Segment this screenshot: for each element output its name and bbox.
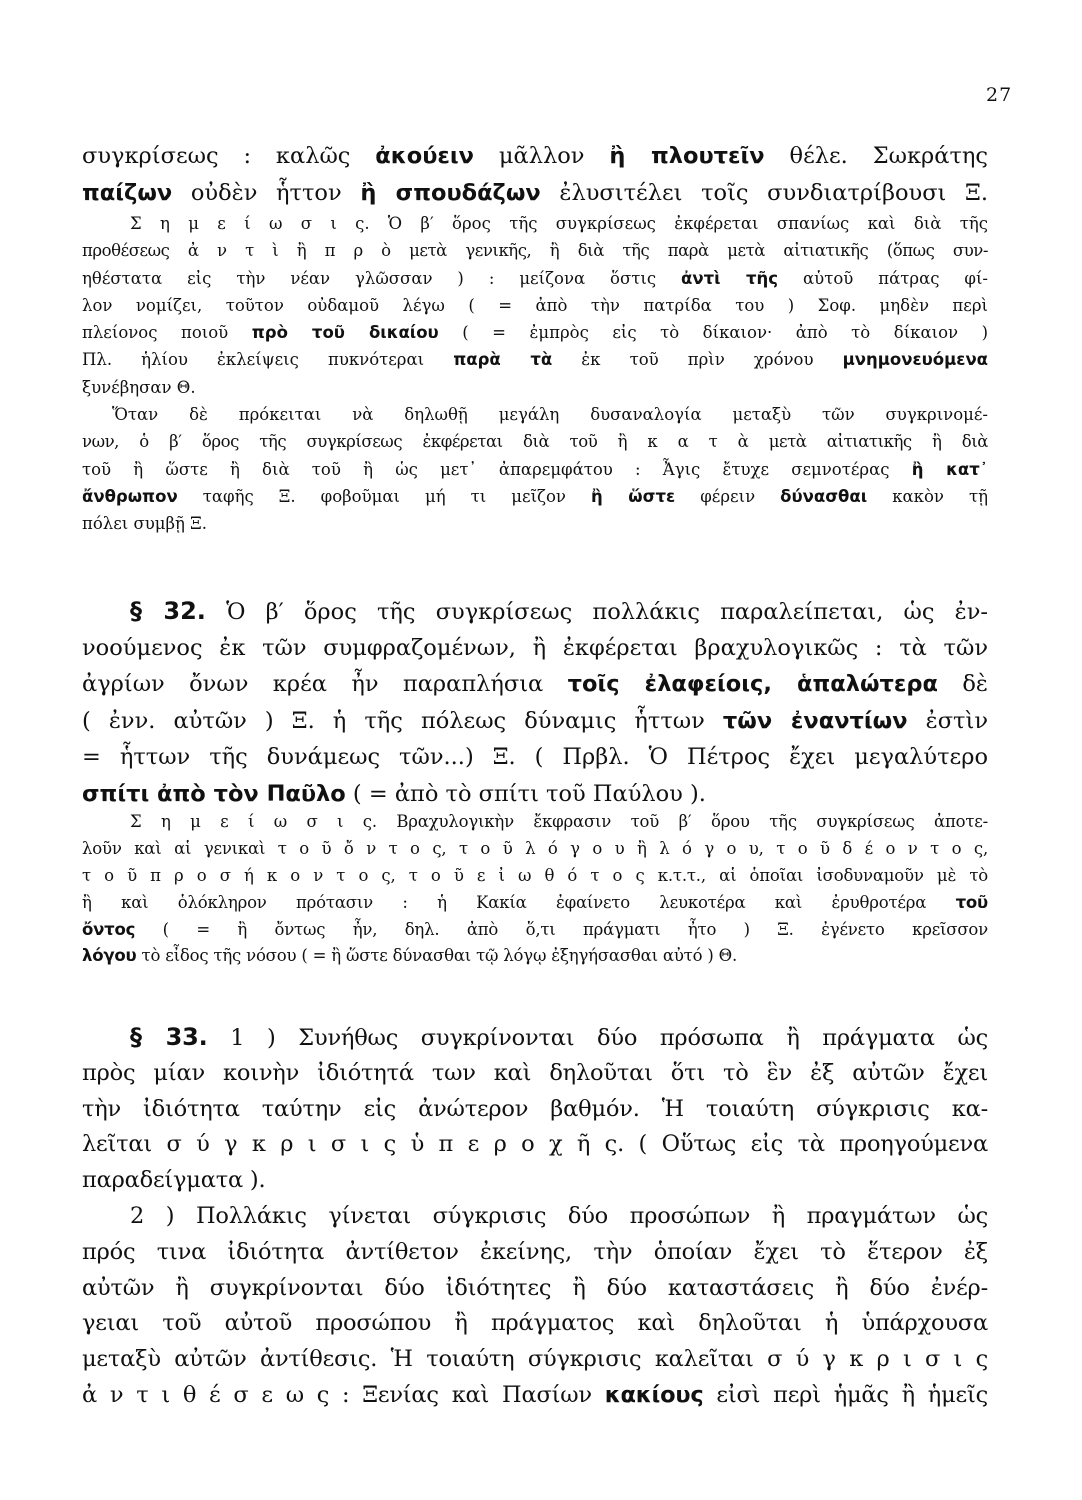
note-paragraph-2 [82, 809, 988, 970]
text-line: § 32. Ὁ β′ ὅρος τῆς συγκρίσεως πολλάκις παραλείπεται, ὡς ἐν- [130, 597, 988, 625]
bold-term: παίζων [82, 179, 173, 206]
bold-term: ἢ ὥστε [591, 486, 676, 506]
bold-term: τῶν ἐναντίων [722, 707, 908, 734]
text-line: γειαι τοῦ αὐτοῦ προσώπου ἢ πράγματος καὶ δηλοῦται ἡ ὑπάρχουσα [82, 1310, 988, 1337]
text-line: παραδείγματα ). [82, 1167, 266, 1194]
text-line: ξυνέβησαν Θ. [82, 377, 196, 397]
text-line: λον νομίζει, τοῦτον οὐδαμοῦ λέγω ( = ἀπὸ τὴν πατρίδα του ) Σοφ. μηδὲν περὶ [82, 295, 988, 315]
bold-term: ἢ σπουδάζων [360, 179, 541, 206]
bold-term: τοῦ [955, 892, 988, 912]
text-line: πόλει συμβῇ Ξ. [82, 514, 208, 534]
bold-term: ἢ πλουτεῖν [609, 143, 765, 169]
text-line: νων, ὁ β′ ὅρος τῆς συγκρίσεως ἐκφέρεται διὰ τοῦ ἢ κ α τ ὰ μετὰ αἰτιατικῆς ἢ διὰ [82, 432, 988, 452]
text-line: ἀγρίων ὄνων κρέα ἦν παραπλήσια τοῖς ἐλαφείοις, ἁπαλώτερα δὲ [82, 671, 988, 697]
bold-term: τοῖς ἐλαφείοις, ἁπαλώτερα [567, 671, 938, 697]
section-number: § 33. [130, 1023, 208, 1051]
bold-term: ὄντος [82, 919, 136, 939]
text-line: 2 ) Πολλάκις γίνεται σύγκρισις δύο προσώπων ἢ πραγμάτων ὡς [130, 1202, 988, 1229]
text-line: μεταξὺ αὐτῶν ἀντίθεσις. Ἡ τοιαύτη σύγκρισις καλεῖται σ ύ γ κ ρ ι σ ι ς [82, 1346, 988, 1373]
text-line: ἢ καὶ ὁλόκληρον πρότασιν : ἡ Κακία ἐφαίνετο λευκοτέρα καὶ ἐρυθροτέρα τοῦ [82, 892, 988, 912]
text-line: σπίτι ἀπὸ τὸν Παῦλο ( = ἀπὸ τὸ σπίτι τοῦ Παύλου ). [82, 780, 706, 807]
bold-term: ἀκούειν [375, 143, 475, 169]
text-line: πρός τινα ἰδιότητα ἀντίθετον ἐκείνης, τὴν ὁποίαν ἔχει τὸ ἕτερον ἐξ [82, 1238, 988, 1265]
text-line: § 33. 1 ) Συνήθως συγκρίνονται δύο πρόσωπα ἢ πράγματα ὡς [130, 1023, 988, 1051]
bold-term: κακίους [604, 1381, 704, 1408]
text-line: λόγου τὸ εἶδος τῆς νόσου ( = ἢ ὥστε δύνασθαι τῷ λόγῳ ἐξηγήσασθαι αὐτό ) Θ. [82, 946, 738, 966]
bold-term: ἄνθρωπον [82, 486, 178, 506]
page-number: 27 [986, 84, 1013, 106]
section-number: § 32. [130, 597, 206, 625]
paragraph-examples-end [82, 138, 988, 211]
text-line: λοῦν καὶ αἱ γενικαὶ τ ο ῦ ὄ ν τ ο ς, τ ο ῦ λ ό γ ο υ ἢ λ ό γ ο υ, τ ο ῦ δ έ ο ν τ ο ς, [82, 838, 988, 858]
section-32 [82, 593, 988, 812]
text-line: τὴν ἰδιότητα ταύτην εἰς ἀνώτερον βαθμόν. Ἡ τοιαύτη σύγκρισις κα- [82, 1095, 988, 1122]
text-line: ἀ ν τ ι θ έ σ ε ω ς : Ξενίας καὶ Πασίων κακίους εἰσὶ περὶ ἡμᾶς ἢ ἡμεῖς [82, 1381, 988, 1408]
text-line: λεῖται σ ύ γ κ ρ ι σ ι ς ὑ π ε ρ ο χ ῆ ς. ( Οὕτως εἰς τὰ προηγούμενα [82, 1131, 988, 1158]
text-line: ὄντος ( = ἢ ὄντως ἦν, δηλ. ἀπὸ ὅ,τι πράγματι ἦτο ) Ξ. ἐγένετο κρεῖσσον [82, 919, 988, 939]
text-line: αὐτῶν ἢ συγκρίνονται δύο ἰδιότητες ἢ δύο καταστάσεις ἢ δύο ἐνέρ- [82, 1274, 988, 1301]
bold-term: ἢ κατ᾽ [911, 459, 988, 479]
text-line: ( ἐνν. αὐτῶν ) Ξ. ἡ τῆς πόλεως δύναμις ἧττων τῶν ἐναντίων ἐστὶν [82, 707, 988, 734]
text-line: πρὸς μίαν κοινὴν ἰδιότητά των καὶ δηλοῦται ὅτι τὸ ἓν ἐξ αὐτῶν ἔχει [82, 1059, 988, 1086]
bold-term: παρὰ τὰ [453, 350, 553, 370]
text-line: Ὅταν δὲ πρόκειται νὰ δηλωθῇ μεγάλη δυσαναλογία μεταξὺ τῶν συγκρινομέ- [112, 405, 988, 425]
text-line: ηθέστατα εἰς τὴν νέαν γλῶσσαν ) : μείζονα ὅστις ἀντὶ τῆς αὑτοῦ πάτρας φί- [82, 268, 988, 288]
note-paragraph-1 [82, 210, 988, 538]
text-line: τ ο ῦ π ρ ο σ ή κ ο ν τ ο ς, τ ο ῦ ε ἰ ω θ ό τ ο ς κ.τ.τ., αἱ ὁποῖαι ἰσοδυναμοῦν μὲ τὸ [82, 865, 988, 885]
bold-term: μνημονευόμενα [842, 350, 988, 370]
text-line: τοῦ ἢ ὥστε ἢ διὰ τοῦ ἢ ὡς μετ᾽ ἀπαρεμφάτου : Ἆγις ἔτυχε σεμνοτέρας ἢ κατ᾽ [82, 459, 988, 479]
text-line: παίζων οὐδὲν ἧττον ἢ σπουδάζων ἐλυσιτέλει τοῖς συνδιατρίβουσι Ξ. [82, 179, 988, 206]
bold-term: λόγου [82, 946, 137, 966]
section-33 [82, 1020, 988, 1414]
text-line: συγκρίσεως : καλῶς ἀκούειν μᾶλλον ἢ πλουτεῖν θέλε. Σωκράτης [82, 143, 988, 169]
bold-term: σπίτι ἀπὸ τὸν Παῦλο [82, 780, 346, 807]
text-line: = ἧττων τῆς δυνάμεως τῶν...) Ξ. ( Πρβλ. Ὁ Πέτρος ἔχει μεγαλύτερο [82, 744, 988, 770]
text-line: ἄνθρωπον ταφῆς Ξ. φοβοῦμαι μή τι μεῖζον ἢ ὥστε φέρειν δύνασθαι κακὸν τῇ [82, 486, 988, 506]
text-line: νοούμενος ἐκ τῶν συμφραζομένων, ἢ ἐκφέρεται βραχυλογικῶς : τὰ τῶν [82, 634, 988, 661]
text-line: Σ η μ ε ί ω σ ι ς. Βραχυλογικὴν ἔκφρασιν τοῦ β′ ὅρου τῆς συγκρίσεως ἀποτε- [130, 812, 988, 831]
bold-term: δύνασθαι [780, 486, 868, 506]
bold-term: ἀντὶ τῆς [681, 268, 779, 288]
text-line: Σ η μ ε ί ω σ ι ς. Ὁ β′ ὅρος τῆς συγκρίσεως ἐκφέρεται σπανίως καὶ διὰ τῆς [130, 214, 988, 233]
text-line: προθέσεως ἀ ν τ ὶ ἢ π ρ ὸ μετὰ γενικῆς, ἢ διὰ τῆς παρὰ μετὰ αἰτιατικῆς (ὅπως συν- [82, 241, 988, 261]
text-line: Πλ. ἡλίου ἐκλείψεις πυκνότεραι παρὰ τὰ ἐκ τοῦ πρὶν χρόνου μνημονευόμενα [82, 350, 988, 370]
text-line: πλείονος ποιοῦ πρὸ τοῦ δικαίου ( = ἐμπρὸς εἰς τὸ δίκαιον· ἀπὸ τὸ δίκαιον ) [82, 323, 988, 343]
bold-term: πρὸ τοῦ δικαίου [251, 323, 439, 343]
